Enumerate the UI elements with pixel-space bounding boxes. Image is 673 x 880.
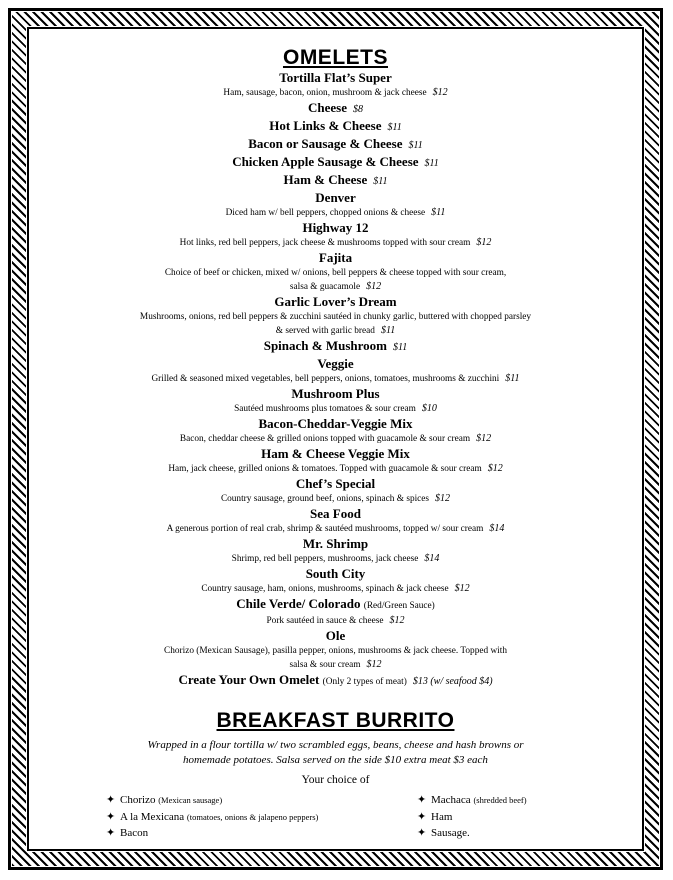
omelet-desc-text: Grilled & seasoned mixed vegetables, bell peppers, onions, tomatoes, mushrooms & zucchini — [151, 374, 500, 384]
omelet-description — [34, 432, 637, 446]
burrito-desc-line-2: homemade potatoes. Salsa served on the side $10 extra meat $3 each — [183, 754, 488, 766]
omelet-price: $12 — [476, 237, 492, 248]
omelet-desc-text: Ham, jack cheese, grilled onions & tomatoes. Topped with guacamole & sour cream — [168, 464, 482, 474]
omelet-name-line — [34, 100, 637, 118]
burrito-choice — [106, 809, 318, 826]
omelet-name: Bacon or Sausage & Cheese — [248, 136, 403, 151]
omelet-name-line — [34, 294, 637, 310]
burrito-choices — [34, 792, 637, 844]
omelet-price: $8 — [353, 104, 363, 115]
omelet-price: $12 — [435, 493, 451, 504]
omelet-desc-text: Shrimp, red bell peppers, mushrooms, jack cheese — [231, 554, 419, 564]
omelet-desc-text-2: salsa & sour cream — [289, 660, 361, 670]
omelet-price: $11 — [380, 325, 396, 336]
omelet-desc-text: Country sausage, ham, onions, mushrooms, spinach & jack cheese — [201, 584, 449, 594]
burrito-choice-note: (shredded beef) — [473, 795, 527, 805]
omelet-name: Garlic Lover’s Dream — [274, 294, 397, 309]
omelet-item — [34, 596, 637, 628]
burrito-title: BREAKFAST BURRITO — [216, 709, 455, 732]
omelet-item — [34, 172, 637, 190]
omelet-description — [34, 522, 637, 536]
burrito-choice-note: (tomatoes, onions & jalapeno peppers) — [186, 811, 319, 822]
omelet-item — [34, 294, 637, 338]
omelet-price: $12 — [476, 433, 492, 444]
omelet-name-line — [34, 416, 637, 432]
omelet-name: Mr. Shrimp — [302, 536, 369, 551]
omelet-name-line — [34, 446, 637, 462]
burrito-choice — [417, 792, 527, 809]
omelet-item — [34, 250, 637, 294]
omelet-desc-text: A generous portion of real crab, shrimp & sautéed mushrooms, topped w/ sour cream — [166, 524, 484, 534]
burrito-choice-name: Bacon — [120, 827, 149, 839]
omelet-description — [34, 492, 637, 506]
omelet-item — [34, 136, 637, 154]
omelet-item — [34, 70, 637, 100]
omelet-name-line — [34, 154, 637, 172]
star-bullet-icon: ✦ — [417, 827, 427, 839]
omelet-name-line — [34, 476, 637, 492]
omelet-price: $11 — [387, 122, 402, 133]
omelet-desc-text: Diced ham w/ bell peppers, chopped onions & cheese — [225, 208, 426, 218]
omelet-note: (Red/Green Sauce) — [363, 601, 435, 611]
omelet-item — [34, 672, 637, 690]
omelet-description — [34, 552, 637, 566]
omelet-description — [34, 402, 637, 416]
omelet-name: Ham & Cheese — [283, 172, 368, 187]
burrito-choices-right — [417, 792, 527, 842]
omelet-price: $12 — [454, 583, 470, 594]
omelet-item — [34, 628, 637, 672]
omelet-name-line — [34, 672, 637, 690]
omelet-name: Denver — [315, 190, 356, 205]
burrito-choice-name: Ham — [431, 810, 453, 823]
burrito-choice-name: A la Mexicana — [120, 810, 185, 823]
omelet-name: Spinach & Mushroom — [263, 338, 388, 353]
omelet-name-line — [34, 136, 637, 154]
omelet-price: $11 — [424, 158, 439, 169]
omelet-item — [34, 118, 637, 136]
star-bullet-icon: ✦ — [106, 810, 116, 823]
omelet-item — [34, 446, 637, 476]
omelet-item — [34, 338, 637, 356]
omelet-name-line — [34, 566, 637, 582]
omelet-item — [34, 386, 637, 416]
omelet-name-line — [34, 628, 637, 644]
omelet-name: Ole — [325, 628, 346, 643]
omelet-name: Cheese — [308, 100, 347, 115]
omelet-name: Chicken Apple Sausage & Cheese — [232, 154, 419, 169]
omelet-price: $11 — [408, 140, 423, 151]
burrito-choice — [417, 809, 527, 826]
burrito-choice-note: (Mexican sausage) — [158, 795, 223, 805]
burrito-choice — [106, 792, 318, 809]
omelet-description — [34, 310, 637, 338]
omelet-name: Sea Food — [310, 506, 361, 521]
omelet-desc-text: Mushrooms, onions, red bell peppers & zucchini sautéed in chunky garlic, buttered with chopped parsley — [139, 312, 532, 322]
omelet-name: South City — [305, 566, 366, 581]
omelet-item — [34, 356, 637, 386]
omelet-description — [34, 86, 637, 100]
burrito-choice-label: Your choice of — [301, 774, 370, 786]
omelet-item — [34, 566, 637, 596]
omelet-description — [34, 644, 637, 672]
omelet-note: (Only 2 types of meat) — [322, 677, 407, 687]
omelet-name: Fajita — [318, 250, 353, 265]
omelet-description — [34, 206, 637, 220]
omelet-name-line — [34, 190, 637, 206]
omelet-desc-text: Country sausage, ground beef, onions, spinach & spices — [220, 494, 430, 504]
burrito-description — [34, 738, 637, 768]
omelet-name: Create Your Own Omelet — [178, 672, 320, 687]
omelet-price: $14 — [489, 523, 505, 534]
omelet-desc-text-2: & served with garlic bread — [275, 326, 375, 336]
omelet-item — [34, 190, 637, 220]
omelet-desc-text: Ham, sausage, bacon, onion, mushroom & jack cheese — [223, 88, 427, 98]
omelet-desc-text: Pork sautéed in sauce & cheese — [266, 616, 384, 626]
omelet-name-line — [34, 250, 637, 266]
omelet-item — [34, 506, 637, 536]
omelet-name-line — [34, 536, 637, 552]
omelet-price: $11 — [431, 207, 446, 218]
omelet-item — [34, 100, 637, 118]
omelet-price: $11 — [393, 342, 408, 353]
omelet-name-line — [34, 386, 637, 402]
omelet-name: Mushroom Plus — [291, 386, 380, 401]
omelet-name-line — [34, 220, 637, 236]
omelet-name-line — [34, 506, 637, 522]
omelet-name: Chile Verde/ Colorado — [236, 596, 361, 611]
omelet-price: $12 — [389, 615, 405, 626]
omelets-title: OMELETS — [282, 46, 388, 69]
omelet-price: $11 — [373, 176, 388, 187]
burrito-choice-name: Machaca — [431, 794, 471, 806]
omelet-name-line — [34, 356, 637, 372]
omelet-price: $12 — [366, 281, 382, 292]
omelet-description — [34, 614, 637, 628]
omelet-desc-text: Chorizo (Mexican Sausage), pasilla pepper, onions, mushrooms & jack cheese. Topped with — [164, 646, 507, 656]
omelet-price: $13 (w/ seafood $4) — [412, 676, 493, 687]
omelet-name: Veggie — [317, 356, 354, 371]
omelet-list — [34, 70, 637, 690]
omelet-price: $14 — [424, 553, 440, 564]
omelet-desc-text-2: salsa & guacamole — [289, 282, 361, 292]
omelet-name: Chef’s Special — [295, 476, 376, 491]
star-bullet-icon: ✦ — [106, 827, 116, 839]
omelet-description — [34, 582, 637, 596]
omelet-price: $11 — [505, 373, 520, 384]
burrito-choice — [106, 825, 318, 842]
omelet-price: $12 — [366, 659, 382, 670]
omelet-name: Bacon-Cheddar-Veggie Mix — [258, 416, 413, 431]
omelet-name-line — [34, 172, 637, 190]
omelet-name: Hot Links & Cheese — [269, 118, 382, 133]
star-bullet-icon: ✦ — [417, 810, 427, 823]
omelet-description — [34, 372, 637, 386]
omelet-item — [34, 536, 637, 566]
star-bullet-icon: ✦ — [106, 794, 116, 806]
star-bullet-icon: ✦ — [417, 794, 427, 806]
omelet-desc-text: Sautéed mushrooms plus tomatoes & sour cream — [234, 404, 416, 414]
omelet-item — [34, 416, 637, 446]
omelet-name-line — [34, 338, 637, 356]
burrito-choices-left — [106, 792, 318, 842]
burrito-desc-line-1: Wrapped in a flour tortilla w/ two scrambled eggs, beans, cheese and hash browns or — [147, 739, 524, 751]
menu-content — [34, 46, 637, 844]
omelet-name-line — [34, 70, 637, 86]
omelet-price: $10 — [421, 403, 437, 414]
burrito-choice-name: Chorizo — [120, 794, 156, 806]
omelet-name: Ham & Cheese Veggie Mix — [261, 446, 410, 461]
omelet-item — [34, 220, 637, 250]
omelet-desc-text: Bacon, cheddar cheese & grilled onions topped with guacamole & sour cream — [179, 434, 471, 444]
omelet-description — [34, 236, 637, 250]
omelet-name: Tortilla Flat’s Super — [279, 70, 392, 85]
burrito-choice — [417, 825, 527, 842]
omelet-item — [34, 154, 637, 172]
omelet-price: $12 — [487, 463, 503, 474]
omelet-description — [34, 462, 637, 476]
omelet-desc-text: Choice of beef or chicken, mixed w/ onions, bell peppers & cheese topped with sour cream, — [164, 268, 507, 278]
burrito-choice-name: Sausage. — [431, 827, 470, 839]
omelet-desc-text: Hot links, red bell peppers, jack cheese & mushrooms topped with sour cream — [179, 238, 471, 248]
omelet-name-line — [34, 118, 637, 136]
omelet-name-line — [34, 596, 637, 614]
omelet-name: Highway 12 — [302, 220, 369, 235]
omelet-price: $12 — [432, 87, 448, 98]
omelet-item — [34, 476, 637, 506]
omelet-description — [34, 266, 637, 294]
